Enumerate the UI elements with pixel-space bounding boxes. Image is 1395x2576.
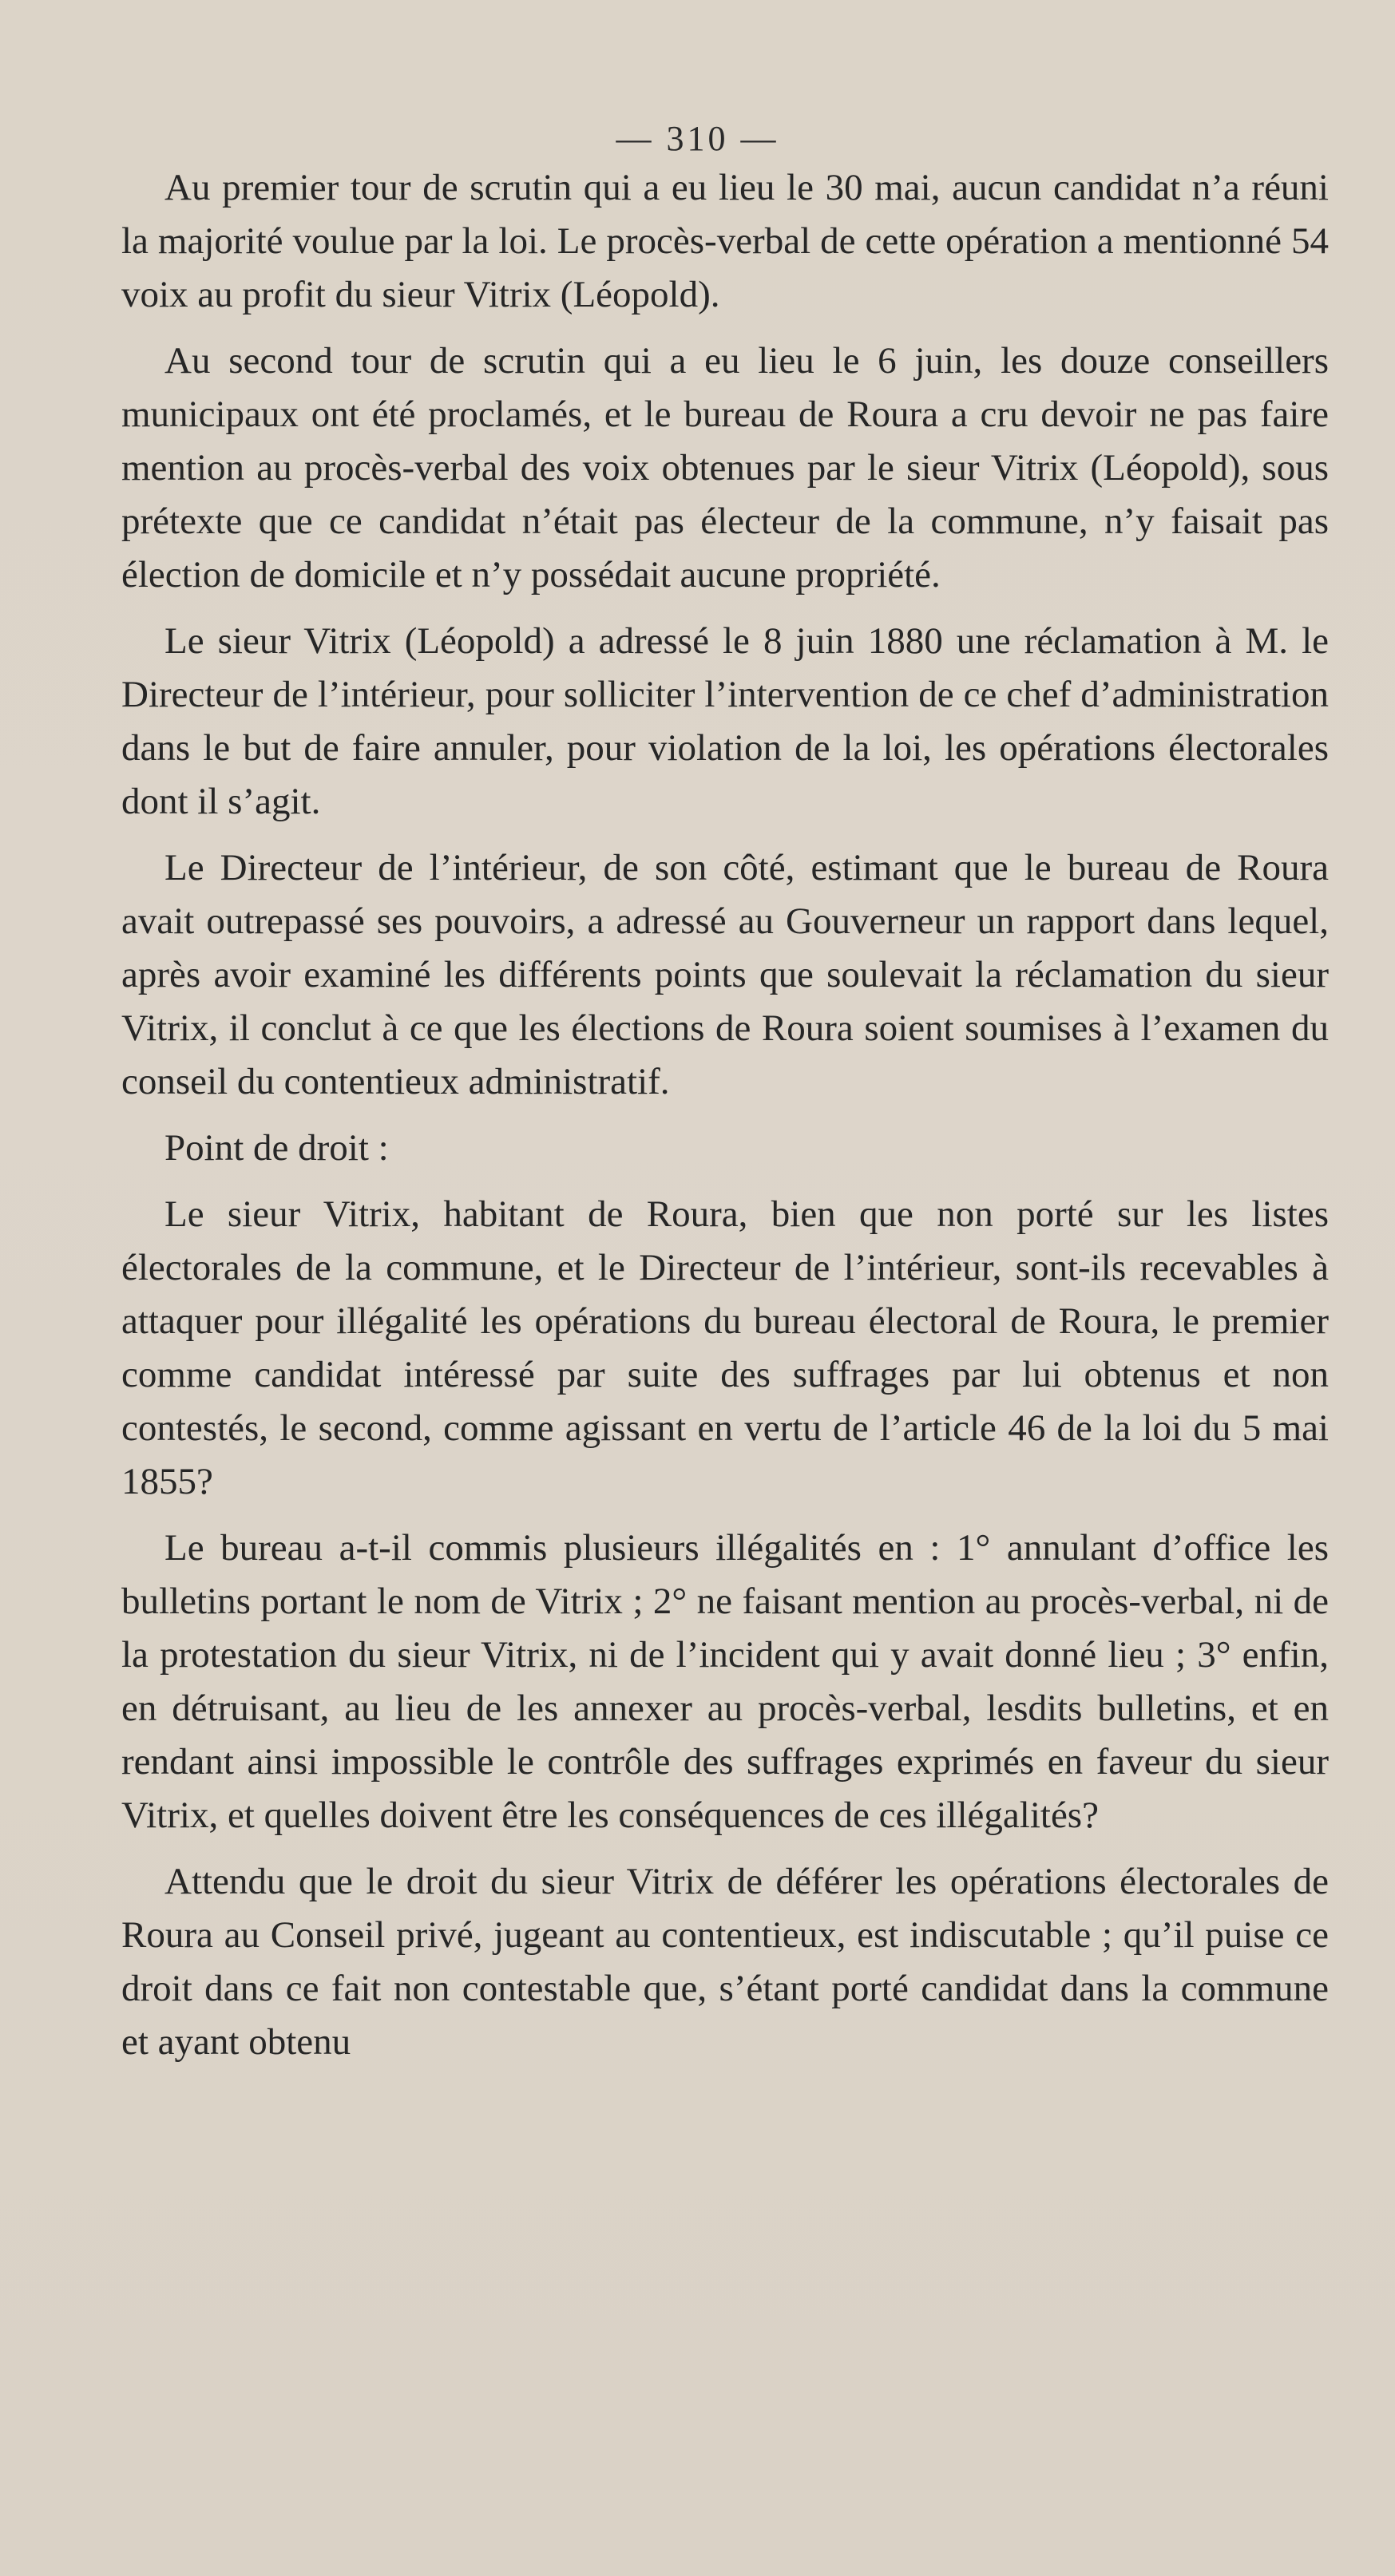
body-text	[121, 161, 1329, 2082]
paragraph: Au second tour de scrutin qui a eu lieu le 6 juin, les douze conseillers municipaux ont été proclamés, et le bureau de Roura a cru devoir ne pas faire mention au procès-verbal des voix obtenues par le sieur Vitrix (Léopold), sous prétexte que ce candidat n’était pas électeur de la commune, n’y faisait pas élection de domicile et n’y possédait aucune propriété.	[121, 340, 1329, 596]
paragraph: Le sieur Vitrix, habitant de Roura, bien que non porté sur les listes électorales de la commune, et le Directeur de l’intérieur, sont-ils recevables à attaquer pour illégalité les opérations du bureau électoral de Roura, le premier comme candidat intéressé par suite des suffrages par lui obtenus et non contestés, le second, comme agissant en vertu de l’article 46 de la loi du 5 mai 1855?	[121, 1193, 1329, 1502]
paragraph: Au premier tour de scrutin qui a eu lieu le 30 mai, aucun candidat n’a réuni la majorité voulue par la loi. Le procès-verbal de cette opération a mentionné 54 voix au profit du sieur Vitrix (Léopold).	[121, 167, 1329, 315]
section-heading: Point de droit :	[164, 1127, 389, 1169]
paragraph: Attendu que le droit du sieur Vitrix de déférer les opérations électorales de Roura au Conseil privé, jugeant au contentieux, est indiscutable ; qu’il puise ce droit dans ce fait non contestable que, s’étant porté candidat dans la commune et ayant obtenu	[121, 1861, 1329, 2063]
paragraph: Le Directeur de l’intérieur, de son côté, estimant que le bureau de Roura avait outrepassé ses pouvoirs, a adressé au Gouverneur un rapport dans lequel, après avoir examiné les différents points que soulevait la réclamation du sieur Vitrix, il conclut à ce que les élections de Roura soient soumises à l’examen du conseil du contentieux administratif.	[121, 847, 1329, 1102]
paragraph: Le bureau a-t-il commis plusieurs illégalités en : 1° annulant d’office les bulletins portant le nom de Vitrix ; 2° ne faisant mention au procès-verbal, ni de la protestation du sieur Vitrix, ni de l’incident qui y avait donné lieu ; 3° enfin, en détruisant, au lieu de les annexer au procès-verbal, lesdits bulletins, et en rendant ainsi impossible le contrôle des suffrages exprimés en faveur du sieur Vitrix, et quelles doivent être les conséquences de ces illégalités?	[121, 1527, 1329, 1836]
paragraph: Le sieur Vitrix (Léopold) a adressé le 8 juin 1880 une réclamation à M. le Directeur de l’intérieur, pour solliciter l’intervention de ce chef d’administration dans le but de faire annuler, pour violation de la loi, les opérations électorales dont il s’agit.	[121, 620, 1329, 822]
page-number: — 310 —	[616, 119, 779, 158]
